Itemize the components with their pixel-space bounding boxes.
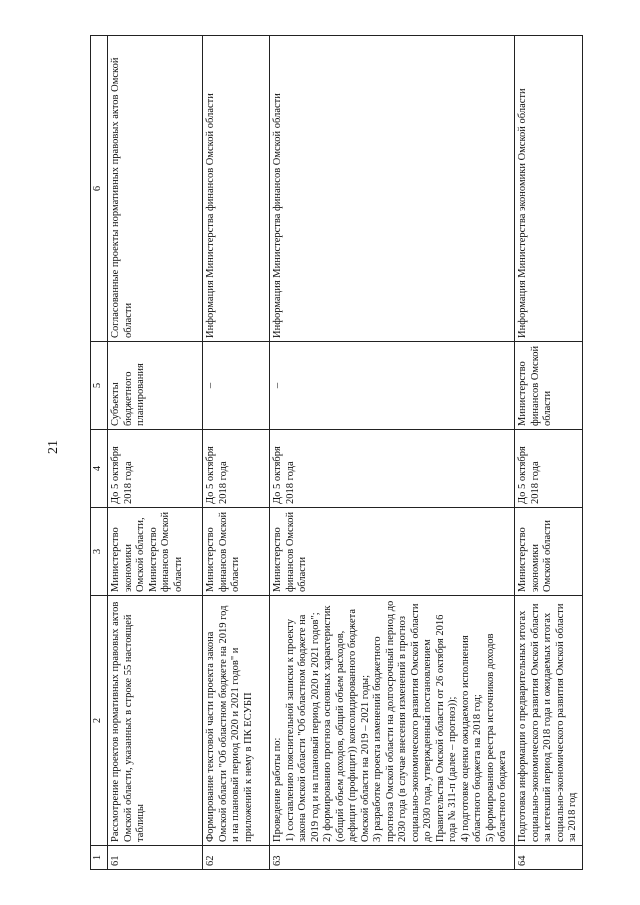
task-line: 2) формированию прогноза основных характеристик (общий объем доходов, общий объем расходов, дефицит (профицит)) консолидированного бюджета Омской области на 2019 – 2021 годы; xyxy=(322,605,371,842)
task-line: 4) подготовке оценки ожидаемого исполнения областного бюджета на 2018 год; xyxy=(459,635,483,842)
responsible-cell: Министерство экономики Омской области, Министерство финансов Омской области xyxy=(108,508,203,596)
result-cell: Информация Министерства финансов Омской области xyxy=(270,36,515,342)
deadline-cell: До 5 октября 2018 года xyxy=(108,430,203,508)
task-line: Проведение работы по: xyxy=(272,737,283,842)
header-cell-6: 6 xyxy=(91,36,108,342)
responsible-cell: Министерство финансов Омской области xyxy=(270,508,515,596)
row-number: 64 xyxy=(515,846,583,870)
responsible-cell: Министерство финансов Омской области xyxy=(203,508,270,596)
table-row xyxy=(270,36,515,870)
header-cell-5: 5 xyxy=(91,342,108,430)
header-cell-3: 3 xyxy=(91,508,108,596)
task-line: 5) формированию реестра источников доходов областного бюджета xyxy=(484,633,508,842)
task-cell: Подготовка информации о предварительных итогах социально-экономического развития Омской области за истекший период 2018 года и ожидаемых итогах социально-экономического развития Омской области за 2018 год xyxy=(515,596,583,846)
header-cell-4: 4 xyxy=(91,430,108,508)
row-number: 63 xyxy=(270,846,515,870)
header-cell-1: 1 xyxy=(91,846,108,870)
rotated-table-container xyxy=(90,35,578,870)
deadline-cell: До 5 октября 2018 года xyxy=(203,430,270,508)
schedule-table xyxy=(90,35,583,870)
task-cell: Формирование текстовой части проекта закона Омской области "Об областном бюджете на 2019 год и на плановый период 2020 и 2021 годов" и приложений к нему в ПК ЕСУБП xyxy=(203,596,270,846)
table-row xyxy=(203,36,270,870)
result-cell: Согласованные проекты нормативных правовых актов Омской области xyxy=(108,36,203,342)
responsible-cell: Министерство экономики Омской области xyxy=(515,508,583,596)
task-line: 1) составлению пояснительной записки к проекту закона Омской области "Об областном бюджете на 2019 год и на плановый период 2020 и 2021 годов"; xyxy=(284,612,321,842)
deadline-cell: До 5 октября 2018 года xyxy=(270,430,515,508)
header-row xyxy=(91,36,108,870)
result-cell: Информация Министерства финансов Омской области xyxy=(203,36,270,342)
participants-cell: Министерство финансов Омской области xyxy=(515,342,583,430)
row-number: 62 xyxy=(203,846,270,870)
task-line: 3) разработке проекта изменений бюджетного прогноза Омской области на долгосрочный период до 2030 года (в случае внесения изменений в прогноз социально-экономического развития Омской области до 2030 года, утвержденный постановлением Правительства Омской области от 26 октября 2016 года № 311-п (далее – прогноз)); xyxy=(372,600,458,842)
page-number: 21 xyxy=(46,440,61,454)
task-cell: Рассмотрение проектов нормативных правовых актов Омской области, указанных в строке 55 настоящей таблицы xyxy=(108,596,203,846)
deadline-cell: До 5 октября 2018 года xyxy=(515,430,583,508)
header-cell-2: 2 xyxy=(91,596,108,846)
result-cell: Информация Министерства экономики Омской области xyxy=(515,36,583,342)
task-cell xyxy=(270,596,515,846)
table-row xyxy=(515,36,583,870)
participants-cell: Субъекты бюджетного планирования xyxy=(108,342,203,430)
participants-cell: – xyxy=(203,342,270,430)
table-row xyxy=(108,36,203,870)
row-number: 61 xyxy=(108,846,203,870)
participants-cell: – xyxy=(270,342,515,430)
